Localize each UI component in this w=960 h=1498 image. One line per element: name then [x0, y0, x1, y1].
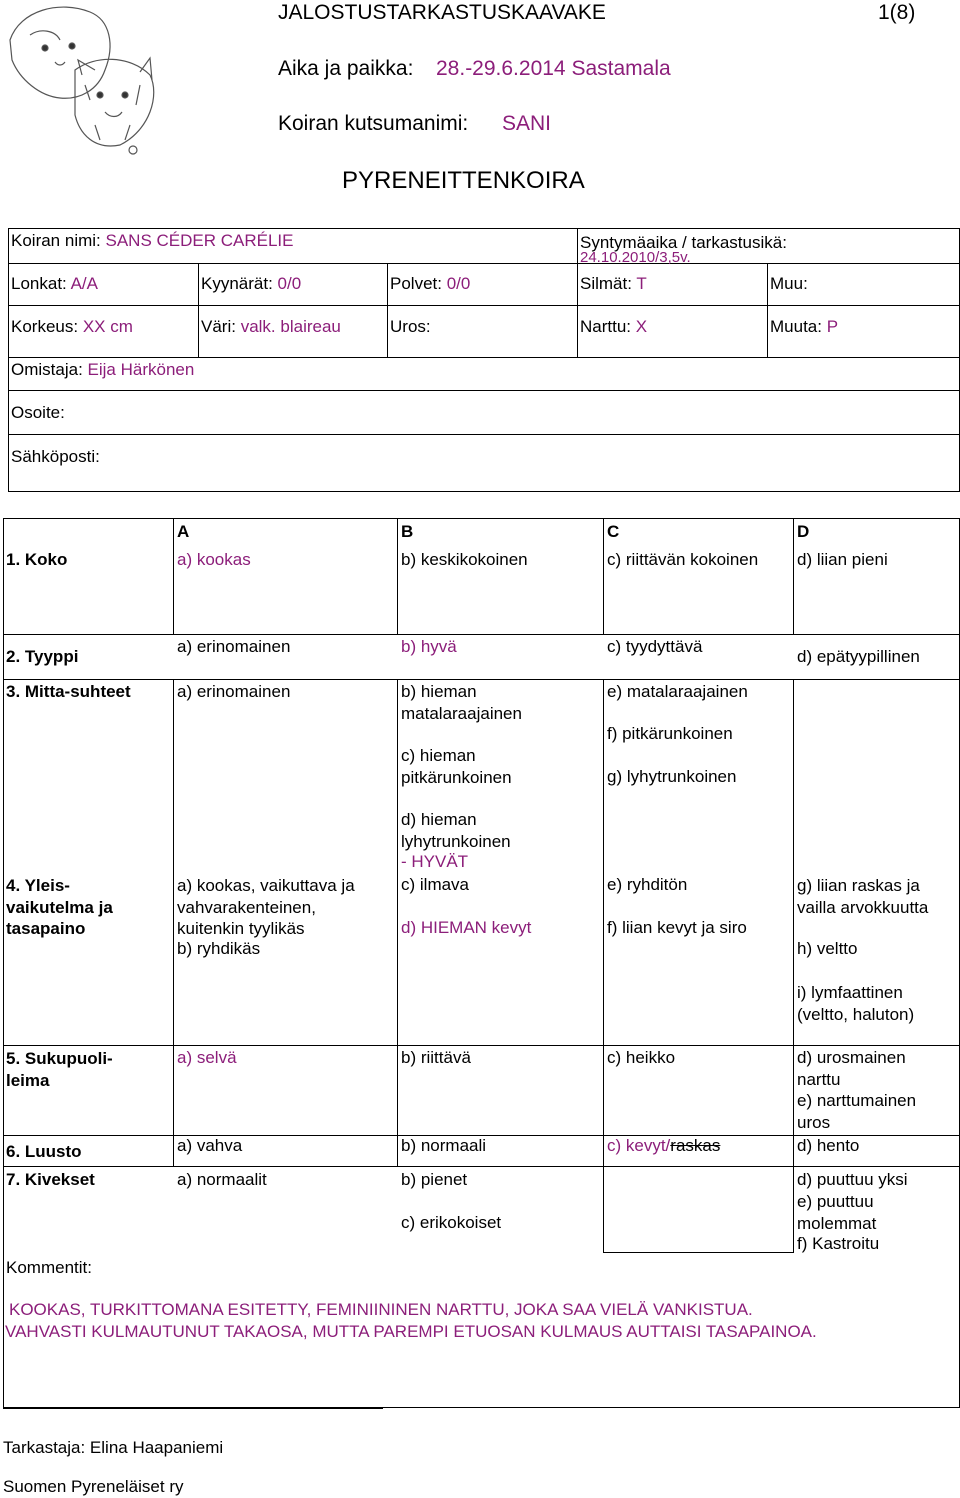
color-label: Väri:	[201, 317, 236, 336]
row4-option-a	[177, 875, 387, 940]
birth-label: Syntymäaika / tarkastusikä:	[580, 233, 787, 252]
color-value: valk. blaireau	[240, 317, 341, 336]
breed-title: PYRENEITTENKOIRA	[342, 167, 585, 194]
row3-option-a: a) erinomainen	[177, 682, 291, 701]
row5-option-e: e) narttumainen uros	[797, 1091, 917, 1132]
time-place-label: Aika ja paikka:	[278, 57, 414, 80]
row1-option-a: a) kookas	[177, 550, 251, 569]
row7-label: 7. Kivekset	[6, 1170, 95, 1189]
row7-option-c: c) erikokoiset	[401, 1213, 502, 1232]
row7-option-d: d) puuttuu yksi	[797, 1170, 908, 1189]
row3-good-note: - HYVÄT	[401, 852, 469, 871]
row3-option-e: e) matalaraajainen	[607, 682, 748, 701]
row6-option-b: b) normaali	[401, 1136, 487, 1155]
row3-option-f: f) pitkärunkoinen	[607, 724, 733, 743]
row6-option-d: d) hento	[797, 1136, 860, 1155]
row4-option-i: i) lymfaattinen (veltto, haluton)	[797, 983, 915, 1024]
email-label: Sähköposti:	[11, 447, 100, 466]
row3-option-g: g) lyhytrunkoinen	[607, 767, 737, 786]
address-label: Osoite:	[11, 403, 65, 422]
row4-option-d: d) HIEMAN kevyt	[401, 918, 532, 937]
row1-option-c: c) riittävän kokoinen	[607, 550, 759, 569]
row1-option-d: d) liian pieni	[797, 550, 888, 569]
row6-label: 6. Luusto	[6, 1142, 82, 1161]
row1-option-b: b) keskikokoinen	[401, 550, 528, 569]
row5-label: 5. Sukupuoli-leima	[6, 1049, 113, 1090]
row7-option-e: e) puuttuu molemmat	[797, 1192, 877, 1233]
column-b-header: B	[401, 522, 414, 541]
row3-option-d: d) hieman lyhytrunkoinen	[401, 810, 511, 851]
male-label: Uros:	[390, 317, 431, 336]
other2-label: Muuta:	[770, 317, 822, 336]
comments-label: Kommentit:	[6, 1258, 92, 1277]
row7-option-a: a) normaalit	[177, 1170, 267, 1189]
time-place-value: 28.-29.6.2014 Sastamala	[436, 57, 671, 80]
row4-option-f: f) liian kevyt ja siro	[607, 918, 747, 937]
callname-label: Koiran kutsumanimi:	[278, 112, 469, 135]
hips-label: Lonkat:	[11, 274, 67, 293]
column-a-header: A	[177, 522, 190, 541]
elbows-label: Kyynärät:	[201, 274, 273, 293]
row1-label: 1. Koko	[6, 550, 68, 569]
row6-option-c-text: c) kevyt/	[607, 1136, 671, 1155]
row5-option-d: d) urosmainen narttu	[797, 1048, 906, 1089]
dog-logo-image	[0, 0, 170, 160]
row3-option-b: b) hieman matalaraajainen	[401, 682, 522, 723]
row4-option-h: h) veltto	[797, 939, 858, 958]
row4-label: 4. Yleis-vaikutelma ja tasapaino	[6, 876, 113, 938]
eyes-label: Silmät:	[580, 274, 632, 293]
other2-value: P	[826, 317, 839, 336]
row3-label: 3. Mitta-suhteet	[6, 682, 131, 701]
comment-line-2: VAHVASTI KULMAUTUNUT TAKAOSA, MUTTA PAREMPI ETUOSAN KULMAUS AUTTAISI TASAPAINOA.	[5, 1322, 817, 1341]
row6-option-c-struck: raskas	[670, 1136, 721, 1155]
row2-option-d: d) epätyypillinen	[797, 647, 920, 666]
row5-option-a: a) selvä	[177, 1048, 237, 1067]
female-label: Narttu:	[580, 317, 632, 336]
row2-label: 2. Tyyppi	[6, 647, 79, 666]
eyes-value: T	[636, 274, 647, 293]
row7-option-f: f) Kastroitu	[797, 1234, 880, 1253]
comment-line-1: KOOKAS, TURKITTOMANA ESITETTY, FEMINIININEN NARTTU, JOKA SAA VIELÄ VANKISTUA.	[9, 1300, 753, 1319]
row6-option-c	[607, 1136, 720, 1156]
knees-label: Polvet:	[390, 274, 442, 293]
owner-label: Omistaja:	[11, 360, 83, 379]
inspector-name: Tarkastaja: Elina Haapaniemi	[3, 1438, 224, 1457]
row4-option-c: c) ilmava	[401, 875, 470, 894]
form-title: JALOSTUSTARKASTUSKAAVAKE	[278, 1, 606, 24]
height-value: XX cm	[82, 317, 133, 336]
hips-value: A/A	[70, 274, 98, 293]
column-c-header: C	[607, 522, 620, 541]
other-label: Muu:	[770, 274, 808, 293]
page-number: 1(8)	[878, 1, 916, 24]
column-d-header: D	[797, 522, 810, 541]
row4-option-g: g) liian raskas ja vailla arvokkuutta	[797, 876, 929, 917]
organization-name: Suomen Pyreneläiset ry	[3, 1477, 184, 1496]
row3-option-c: c) hieman pitkärunkoinen	[401, 746, 512, 787]
dog-name-label: Koiran nimi:	[11, 231, 101, 250]
owner-value: Eija Härkönen	[87, 360, 195, 379]
row6-option-a: a) vahva	[177, 1136, 243, 1155]
row5-option-b: b) riittävä	[401, 1048, 471, 1067]
row5-option-c: c) heikko	[607, 1048, 676, 1067]
height-label: Korkeus:	[11, 317, 79, 336]
female-value: X	[635, 317, 648, 336]
knees-value: 0/0	[446, 274, 471, 293]
row4-option-a-text: a) kookas, vaikuttava ja vahvarakenteinen, kuitenkin tyylikäs	[177, 876, 355, 938]
birth-value: 24.10.2010/3,5v.	[580, 249, 691, 266]
row4-option-e: e) ryhditön	[607, 875, 688, 894]
row4-option-b: b) ryhdikäs	[177, 939, 261, 958]
row2-option-c: c) tyydyttävä	[607, 637, 703, 656]
row7-option-b: b) pienet	[401, 1170, 468, 1189]
callname-value: SANI	[502, 112, 552, 135]
row2-option-a: a) erinomainen	[177, 637, 291, 656]
elbows-value: 0/0	[277, 274, 302, 293]
dog-name-value: SANS CÉDER CARÉLIE	[105, 231, 294, 250]
row2-option-b: b) hyvä	[401, 637, 457, 656]
